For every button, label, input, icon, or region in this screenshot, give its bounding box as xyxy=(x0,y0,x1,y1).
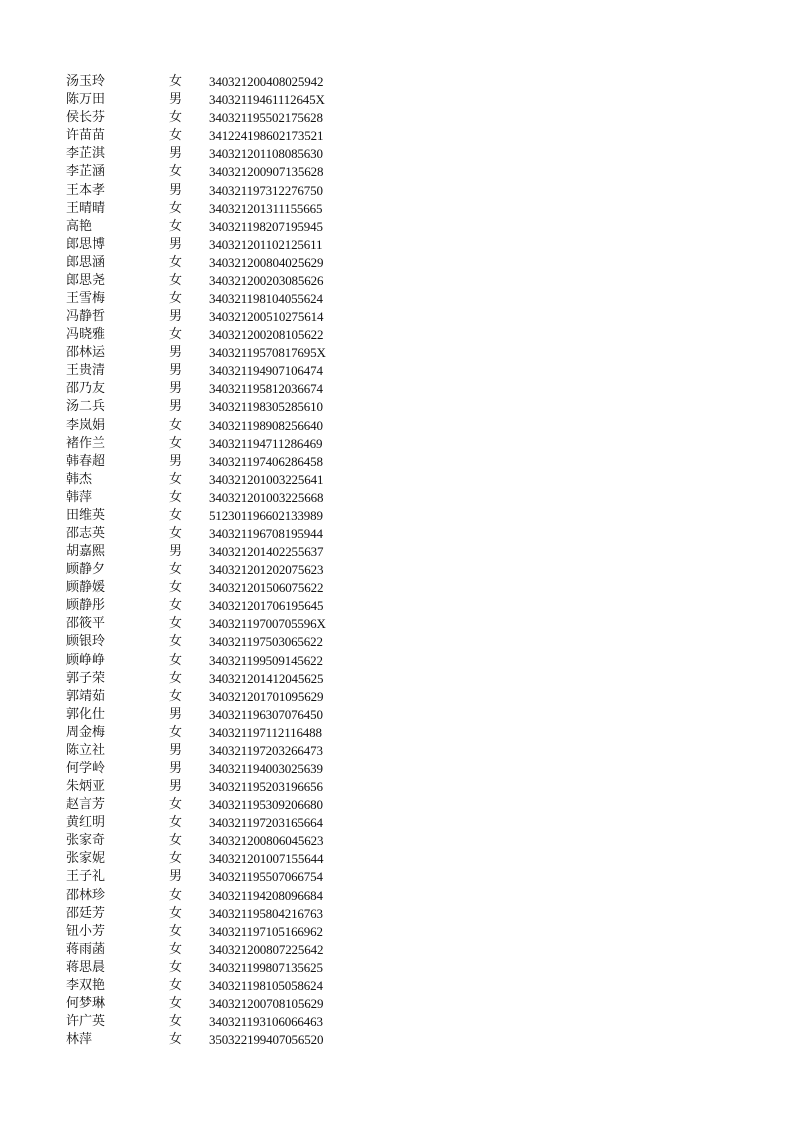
name-cell: 钮小芳 xyxy=(66,923,106,939)
table-row xyxy=(66,796,359,814)
id-number-cell: 340321201412045625 xyxy=(209,670,324,686)
table-row xyxy=(66,380,359,398)
name-cell: 王贵清 xyxy=(66,363,106,379)
table-row xyxy=(66,850,359,868)
name-cell: 陈立社 xyxy=(66,742,106,758)
id-number-cell: 340321199807135625 xyxy=(209,959,323,975)
name-cell: 郎思尧 xyxy=(66,272,106,288)
table-row xyxy=(66,995,359,1013)
name-cell: 冯晓雅 xyxy=(66,327,106,343)
id-number-cell: 340321195203196656 xyxy=(209,779,323,795)
id-number-cell: 340321196307076450 xyxy=(209,706,323,722)
sex-cell: 男 xyxy=(169,345,183,361)
name-cell: 李双艳 xyxy=(66,977,106,993)
table-row xyxy=(66,272,359,290)
sex-cell: 女 xyxy=(169,435,183,451)
id-number-cell: 34032119700705596X xyxy=(209,616,326,632)
id-number-cell: 340321200907135628 xyxy=(209,164,324,180)
table-row xyxy=(66,778,359,796)
id-number-cell: 340321201003225641 xyxy=(209,471,324,487)
table-row xyxy=(66,597,359,615)
name-cell: 高艳 xyxy=(66,218,93,234)
sex-cell: 女 xyxy=(169,996,183,1012)
name-cell: 王子礼 xyxy=(66,869,106,885)
name-cell: 邵林珍 xyxy=(66,887,106,903)
table-row xyxy=(66,868,359,886)
table-row xyxy=(66,561,359,579)
sex-cell: 女 xyxy=(169,688,183,704)
name-cell: 李芷淇 xyxy=(66,146,106,162)
id-number-cell: 340321201108085630 xyxy=(209,146,323,162)
table-row xyxy=(66,525,359,543)
name-cell: 胡嘉熙 xyxy=(66,544,106,560)
name-cell: 郭子荣 xyxy=(66,670,106,686)
table-row xyxy=(66,73,359,91)
id-number-cell: 340321193106066463 xyxy=(209,1014,323,1030)
table-row xyxy=(66,742,359,760)
id-number-cell: 340321197312276750 xyxy=(209,182,323,198)
table-row xyxy=(66,109,359,127)
name-cell: 黄红明 xyxy=(66,815,106,831)
table-row xyxy=(66,127,359,145)
sex-cell: 女 xyxy=(169,218,183,234)
id-number-cell: 340321197112116488 xyxy=(209,724,322,740)
table-row xyxy=(66,181,359,199)
name-cell: 蒋思晨 xyxy=(66,959,106,975)
id-number-cell: 340321196708195944 xyxy=(209,525,323,541)
table-row xyxy=(66,453,359,471)
table-row xyxy=(66,1013,359,1031)
table-row xyxy=(66,887,359,905)
name-cell: 何梦琳 xyxy=(66,996,106,1012)
table-row xyxy=(66,435,359,453)
id-number-cell: 34032119461112645X xyxy=(209,92,325,108)
id-number-cell: 350322199407056520 xyxy=(209,1032,324,1048)
name-cell: 邵筱平 xyxy=(66,616,106,632)
table-row xyxy=(66,163,359,181)
table-row xyxy=(66,579,359,597)
sex-cell: 男 xyxy=(169,544,183,560)
id-number-cell: 340321198305285610 xyxy=(209,399,323,415)
id-number-cell: 340321195309206680 xyxy=(209,797,323,813)
id-number-cell: 340321195804216763 xyxy=(209,905,323,921)
id-number-cell: 340321201202075623 xyxy=(209,562,324,578)
id-number-cell: 340321200408025942 xyxy=(209,74,324,90)
sex-cell: 女 xyxy=(169,327,183,343)
sex-cell: 男 xyxy=(169,742,183,758)
sex-cell: 男 xyxy=(169,381,183,397)
table-row xyxy=(66,1031,359,1049)
id-number-cell: 340321201701095629 xyxy=(209,688,324,704)
sex-cell: 女 xyxy=(169,634,183,650)
id-number-cell: 340321200203085626 xyxy=(209,272,324,288)
sex-cell: 男 xyxy=(169,309,183,325)
name-cell: 汤玉玲 xyxy=(66,74,106,90)
sex-cell: 女 xyxy=(169,1032,183,1048)
sex-cell: 女 xyxy=(169,525,183,541)
sex-cell: 男 xyxy=(169,182,183,198)
sex-cell: 男 xyxy=(169,779,183,795)
table-row xyxy=(66,923,359,941)
table-row xyxy=(66,814,359,832)
id-number-cell: 340321197105166962 xyxy=(209,923,323,939)
table-row xyxy=(66,254,359,272)
sex-cell: 女 xyxy=(169,164,183,180)
table-row xyxy=(66,471,359,489)
sex-cell: 男 xyxy=(169,453,183,469)
id-number-cell: 340321198104055624 xyxy=(209,290,323,306)
table-row xyxy=(66,308,359,326)
sex-cell: 女 xyxy=(169,471,183,487)
name-cell: 田维英 xyxy=(66,507,106,523)
name-cell: 邵廷芳 xyxy=(66,905,106,921)
name-cell: 许苗苗 xyxy=(66,128,106,144)
name-cell: 王雪梅 xyxy=(66,290,106,306)
table-row xyxy=(66,91,359,109)
name-cell: 周金梅 xyxy=(66,724,106,740)
name-cell: 赵言芳 xyxy=(66,797,106,813)
name-cell: 李岚娟 xyxy=(66,417,106,433)
name-cell: 郎思涵 xyxy=(66,254,106,270)
sex-cell: 女 xyxy=(169,724,183,740)
name-cell: 邵乃友 xyxy=(66,381,106,397)
name-cell: 许广英 xyxy=(66,1014,106,1030)
name-cell: 韩杰 xyxy=(66,471,93,487)
table-row xyxy=(66,489,359,507)
id-number-cell: 340321201402255637 xyxy=(209,544,324,560)
table-row xyxy=(66,344,359,362)
id-number-cell: 340321201506075622 xyxy=(209,580,324,596)
id-number-cell: 34032119570817695X xyxy=(209,345,326,361)
id-number-cell: 340321198207195945 xyxy=(209,218,323,234)
sex-cell: 女 xyxy=(169,110,183,126)
sex-cell: 男 xyxy=(169,706,183,722)
sex-cell: 女 xyxy=(169,74,183,90)
id-number-cell: 340321197406286458 xyxy=(209,453,323,469)
id-number-cell: 340321200708105629 xyxy=(209,996,324,1012)
name-cell: 顾静彤 xyxy=(66,598,106,614)
name-cell: 邵志英 xyxy=(66,525,106,541)
id-number-cell: 340321201311155665 xyxy=(209,200,323,216)
table-row xyxy=(66,633,359,651)
name-cell: 张家妮 xyxy=(66,851,106,867)
sex-cell: 女 xyxy=(169,905,183,921)
table-row xyxy=(66,977,359,995)
name-cell: 汤二兵 xyxy=(66,399,106,415)
sex-cell: 女 xyxy=(169,616,183,632)
sex-cell: 女 xyxy=(169,797,183,813)
name-cell: 顾银玲 xyxy=(66,634,106,650)
sex-cell: 女 xyxy=(169,598,183,614)
id-number-cell: 340321199509145622 xyxy=(209,652,323,668)
table-row xyxy=(66,959,359,977)
sex-cell: 男 xyxy=(169,399,183,415)
table-row xyxy=(66,507,359,525)
table-row xyxy=(66,615,359,633)
sex-cell: 女 xyxy=(169,200,183,216)
id-number-cell: 340321198908256640 xyxy=(209,417,323,433)
id-number-cell: 340321197203165664 xyxy=(209,815,323,831)
name-cell: 张家奇 xyxy=(66,833,106,849)
sex-cell: 男 xyxy=(169,363,183,379)
id-number-cell: 340321195507066754 xyxy=(209,869,323,885)
name-cell: 冯静哲 xyxy=(66,309,106,325)
name-cell: 李芷涵 xyxy=(66,164,106,180)
table-row xyxy=(66,670,359,688)
table-row xyxy=(66,200,359,218)
sex-cell: 女 xyxy=(169,887,183,903)
id-number-cell: 340321198105058624 xyxy=(209,977,323,993)
table-row xyxy=(66,652,359,670)
sex-cell: 女 xyxy=(169,290,183,306)
id-number-cell: 340321200510275614 xyxy=(209,309,324,325)
id-number-cell: 340321201706195645 xyxy=(209,598,324,614)
id-number-cell: 340321195812036674 xyxy=(209,381,323,397)
table-row xyxy=(66,398,359,416)
table-row xyxy=(66,145,359,163)
id-number-cell: 340321197203266473 xyxy=(209,742,323,758)
table-row xyxy=(66,760,359,778)
sex-cell: 女 xyxy=(169,959,183,975)
table-row xyxy=(66,290,359,308)
id-number-cell: 340321194907106474 xyxy=(209,363,323,379)
table-row xyxy=(66,543,359,561)
name-cell: 王本孝 xyxy=(66,182,106,198)
table-row xyxy=(66,941,359,959)
sex-cell: 男 xyxy=(169,869,183,885)
person-table xyxy=(66,73,359,1049)
name-cell: 顾静媛 xyxy=(66,580,106,596)
id-number-cell: 340321197503065622 xyxy=(209,634,323,650)
sex-cell: 女 xyxy=(169,1014,183,1030)
id-number-cell: 340321194003025639 xyxy=(209,761,323,776)
id-number-cell: 340321200804025629 xyxy=(209,254,324,270)
sex-cell: 女 xyxy=(169,923,183,939)
name-cell: 侯长芬 xyxy=(66,110,106,126)
id-number-cell: 341224198602173521 xyxy=(209,128,324,144)
table-row xyxy=(66,362,359,380)
table-row xyxy=(66,218,359,236)
table-row xyxy=(66,706,359,724)
sex-cell: 女 xyxy=(169,562,183,578)
sex-cell: 女 xyxy=(169,977,183,993)
name-cell: 蒋雨菡 xyxy=(66,941,106,957)
sex-cell: 女 xyxy=(169,254,183,270)
sex-cell: 女 xyxy=(169,417,183,433)
name-cell: 陈万田 xyxy=(66,92,106,108)
sex-cell: 男 xyxy=(169,146,183,162)
sex-cell: 女 xyxy=(169,833,183,849)
sex-cell: 女 xyxy=(169,507,183,523)
id-number-cell: 340321194208096684 xyxy=(209,887,323,903)
id-number-cell: 340321194711286469 xyxy=(209,435,323,451)
name-cell: 郎思博 xyxy=(66,236,106,252)
sex-cell: 女 xyxy=(169,580,183,596)
sex-cell: 女 xyxy=(169,272,183,288)
sex-cell: 女 xyxy=(169,670,183,686)
table-row xyxy=(66,416,359,434)
sex-cell: 女 xyxy=(169,652,183,668)
sex-cell: 男 xyxy=(169,761,183,776)
table-row xyxy=(66,326,359,344)
sex-cell: 男 xyxy=(169,92,183,108)
name-cell: 顾峥峥 xyxy=(66,652,106,668)
sex-cell: 女 xyxy=(169,815,183,831)
id-number-cell: 340321201003225668 xyxy=(209,489,324,505)
id-number-cell: 340321200806045623 xyxy=(209,833,324,849)
name-cell: 邵林运 xyxy=(66,345,106,361)
table-row xyxy=(66,724,359,742)
name-cell: 朱炳亚 xyxy=(66,779,106,795)
name-cell: 韩萍 xyxy=(66,489,93,505)
id-number-cell: 340321201007155644 xyxy=(209,851,324,867)
table-row xyxy=(66,905,359,923)
id-number-cell: 512301196602133989 xyxy=(209,507,323,523)
sex-cell: 女 xyxy=(169,851,183,867)
name-cell: 韩春超 xyxy=(66,453,106,469)
sex-cell: 男 xyxy=(169,236,183,252)
sex-cell: 女 xyxy=(169,128,183,144)
sex-cell: 女 xyxy=(169,489,183,505)
id-number-cell: 340321195502175628 xyxy=(209,110,323,126)
table-row xyxy=(66,236,359,254)
name-cell: 郭靖茹 xyxy=(66,688,106,704)
id-number-cell: 340321200807225642 xyxy=(209,941,324,957)
name-cell: 郭化仕 xyxy=(66,706,106,722)
name-cell: 何学岭 xyxy=(66,761,106,776)
person-table-body xyxy=(66,73,359,1049)
sex-cell: 女 xyxy=(169,941,183,957)
id-number-cell: 340321201102125611 xyxy=(209,236,323,252)
name-cell: 林萍 xyxy=(66,1032,93,1048)
name-cell: 王晴晴 xyxy=(66,200,106,216)
id-number-cell: 340321200208105622 xyxy=(209,327,324,343)
name-cell: 褚作兰 xyxy=(66,435,106,451)
table-row xyxy=(66,832,359,850)
name-cell: 顾静夕 xyxy=(66,562,106,578)
table-row xyxy=(66,688,359,706)
